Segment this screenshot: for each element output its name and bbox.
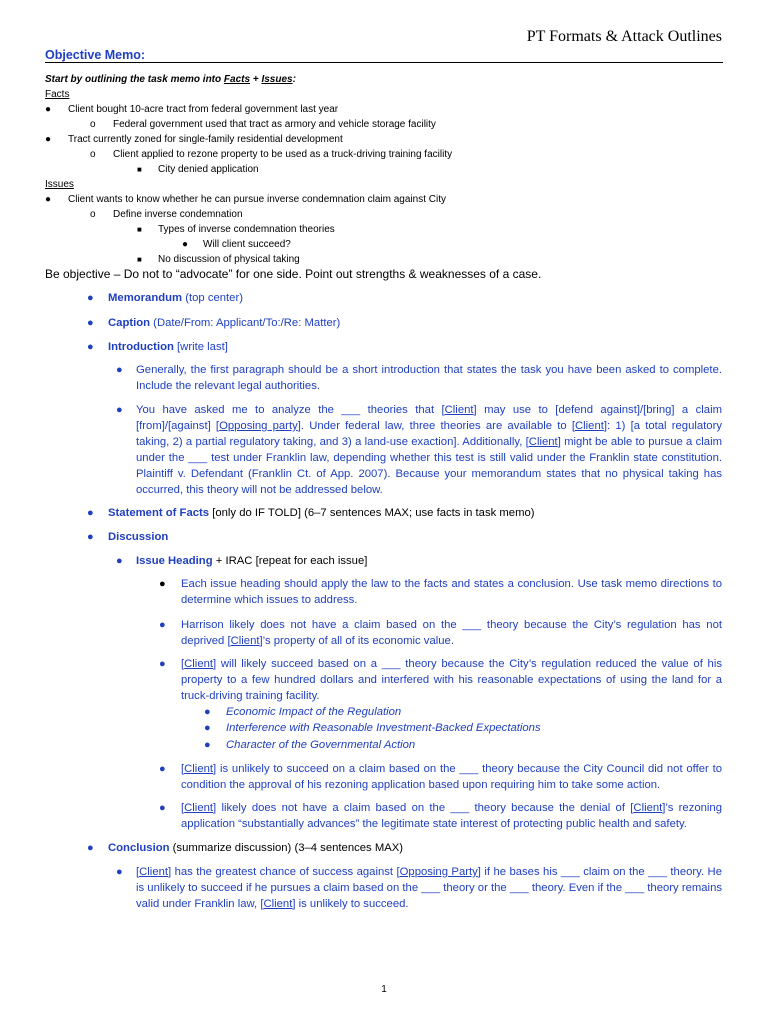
list-item: ■ Types of inverse condemnation theories xyxy=(137,224,335,235)
list-item: ● Client wants to know whether he can pursue inverse condemnation claim against City xyxy=(45,194,446,205)
memorandum-item: ● Memorandum (top center) xyxy=(87,292,243,304)
page-number: 1 xyxy=(381,984,387,995)
discussion-state-test: ● [Client] likely does not have a claim based on the ___ theory because the denial of [Client]’s rezoning application “substantially advances” the legitimate state interest of protecting public health and safety. xyxy=(159,802,722,830)
objective-note: Be objective – Do not to “advocate” for one side. Point out strengths & weaknesses of a case. xyxy=(45,267,542,281)
introduction-sample: ● You have asked me to analyze the ___ theories that [Client] may use to [defend against]/[bring] a claim [from]/[against] [Opposing party]. Under federal law, three theories are available to [Client]: 1) [a total regulatory taking, 2) a partial regulatory taking, and 3) a land-use exaction]. Additionally, [Client] might be able to pursue a claim under the ___ test under Franklin law, depending whether this test is still valid under the Franklin state constitution. Plaintiff v. Defendant (Franklin Ct. of App. 2007). Because your memorandum states that no physical taking has occurred, this theory will not be addressed below. xyxy=(116,404,722,496)
facts-label: Facts xyxy=(45,89,70,100)
discussion-item: ● Discussion xyxy=(87,531,169,543)
factor-item: ● Economic Impact of the Regulation xyxy=(204,706,402,718)
introduction-item: ● Introduction [write last] xyxy=(87,341,228,353)
list-item: ■ City denied application xyxy=(137,164,259,175)
list-item: o Federal government used that tract as armory and vehicle storage facility xyxy=(90,119,436,130)
list-item: ● Client bought 10-acre tract from federal government last year xyxy=(45,104,339,115)
header-title: PT Formats & Attack Outlines xyxy=(526,28,722,45)
discussion-partial-taking: ● [Client] will likely succeed based on a ___ theory because the City’s regulation reduced the value of his property to a few hundred dollars and interfered with his reasonable expectations of using the land for a truck-driving training facility. xyxy=(159,658,722,702)
section-title: Objective Memo: xyxy=(45,48,146,62)
factor-item: ● Interference with Reasonable Investment-Backed Expectations xyxy=(204,722,541,734)
introduction-guidance: ● Generally, the first paragraph should be a short introduction that states the task you have been asked to complete. Include the relevant legal authorities. xyxy=(116,364,722,392)
discussion-total-taking: ● Harrison likely does not have a claim based on the ___ theory because the City’s regulation has not deprived [Client]’s property of all of its economic value. xyxy=(159,619,722,647)
list-item: o Client applied to rezone property to be used as a truck-driving training facility xyxy=(90,149,453,160)
list-item: ● Tract currently zoned for single-family residential development xyxy=(45,134,343,145)
list-item: o Define inverse condemnation xyxy=(90,209,243,220)
header-divider xyxy=(45,62,723,63)
task-outline xyxy=(45,72,725,267)
list-item: ■ No discussion of physical taking xyxy=(137,254,300,265)
issue-heading-item: ● Issue Heading + IRAC [repeat for each issue] xyxy=(116,555,368,567)
outline-intro: Start by outlining the task memo into Facts + Issues: xyxy=(45,74,296,85)
discussion-exaction: ● [Client] is unlikely to succeed on a claim based on the ___ theory because the City Council did not offer to condition the approval of his rezoning application based upon requiring him to take some action. xyxy=(159,763,722,791)
issues-label: Issues xyxy=(45,179,74,190)
list-item: ● Will client succeed? xyxy=(182,239,291,250)
discussion-guidance: ● Each issue heading should apply the law to the facts and states a conclusion. Use task memo directions to determine which issues to address. xyxy=(159,578,722,606)
conclusion-sample: ● [Client] has the greatest chance of success against [Opposing Party] if he bases his ___ claim on the ___ theory. He is unlikely to succeed if he pursues a claim based on the ___ theory or the ___ theory. Even if the ___ theory remains valid under Franklin law, [Client] is unlikely to succeed. xyxy=(116,866,722,910)
caption-item: ● Caption (Date/From: Applicant/To:/Re: Matter) xyxy=(87,317,341,329)
conclusion-item: ● Conclusion (summarize discussion) (3–4 sentences MAX) xyxy=(87,842,404,854)
factor-item: ● Character of the Governmental Action xyxy=(204,739,416,751)
statement-of-facts-item: ● Statement of Facts [only do IF TOLD] (6–7 sentences MAX; use facts in task memo) xyxy=(87,507,535,519)
